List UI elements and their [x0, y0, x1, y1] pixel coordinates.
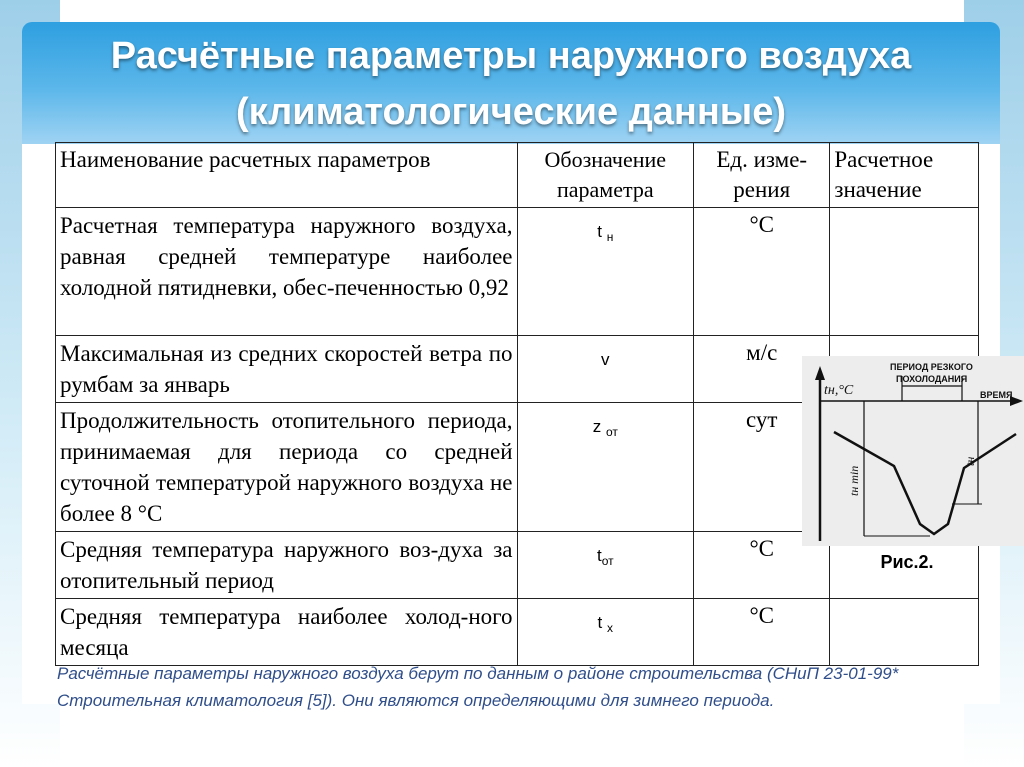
- header-name: Наименование расчетных параметров: [56, 143, 518, 208]
- temperature-drop-diagram: [802, 356, 1024, 546]
- param-unit: °С: [694, 599, 830, 666]
- param-symbol: z $_{от}$: [517, 403, 694, 532]
- footnote-text: Расчётные параметры наружного воздуха берут по данным о районе строительства (СНиП 23-01-99* Строительная климатология [5]). Они являются определяющими для зимнего периода.: [57, 664, 899, 710]
- param-name: Продолжительность отопительного периода, принимаемая для периода со средней суточной температурой наружного воздуха не более 8 °С: [56, 403, 518, 532]
- param-symbol: $t_{от}$: [517, 532, 694, 599]
- axis-label: tн,°C: [824, 383, 854, 398]
- param-unit: м/с: [694, 336, 830, 403]
- param-symbol: t $_х$: [517, 599, 694, 666]
- param-name: Максимальная из средних скоростей ветра по румбам за январь: [56, 336, 518, 403]
- param-unit: °С: [694, 208, 830, 336]
- table-row: [56, 208, 979, 336]
- param-symbol: t $_н$: [517, 208, 694, 336]
- param-value: [830, 599, 979, 666]
- tmin-label: tн min: [847, 465, 861, 496]
- header-unit: Ед. изме-рения: [694, 143, 830, 208]
- table-header-row: [56, 143, 979, 208]
- temperature-curve: [834, 432, 1016, 534]
- param-unit: °С: [694, 532, 830, 599]
- param-symbol: v: [517, 336, 694, 403]
- header-value: Расчетное значение: [830, 143, 979, 208]
- y-axis-arrow: [815, 366, 825, 380]
- param-unit: сут: [694, 403, 830, 532]
- temperature-drop-figure: [802, 356, 1024, 546]
- time-label: ВРЕМЯ: [980, 390, 1013, 400]
- page-title: Расчётные параметры наружного воздуха (климатологические данные): [110, 35, 912, 133]
- param-name: Расчетная температура наружного воздуха, равная средней температуре наиболее холодной пятидневки, обес-печенностью 0,92: [56, 208, 518, 336]
- period-label-1: ПЕРИОД РЕЗКОГО: [890, 362, 973, 372]
- table-row: [56, 599, 979, 666]
- th-label: tн: [963, 456, 977, 466]
- param-value: [830, 208, 979, 336]
- param-name: Средняя температура наружного воз-духа за отопительный период: [56, 532, 518, 599]
- period-label-2: ПОХОЛОДАНИЯ: [896, 374, 968, 384]
- param-name: Средняя температура наиболее холод-ного месяца: [56, 599, 518, 666]
- figure-caption: Рис.2.: [880, 552, 934, 572]
- header-symbol: Обозначение параметра: [517, 143, 694, 208]
